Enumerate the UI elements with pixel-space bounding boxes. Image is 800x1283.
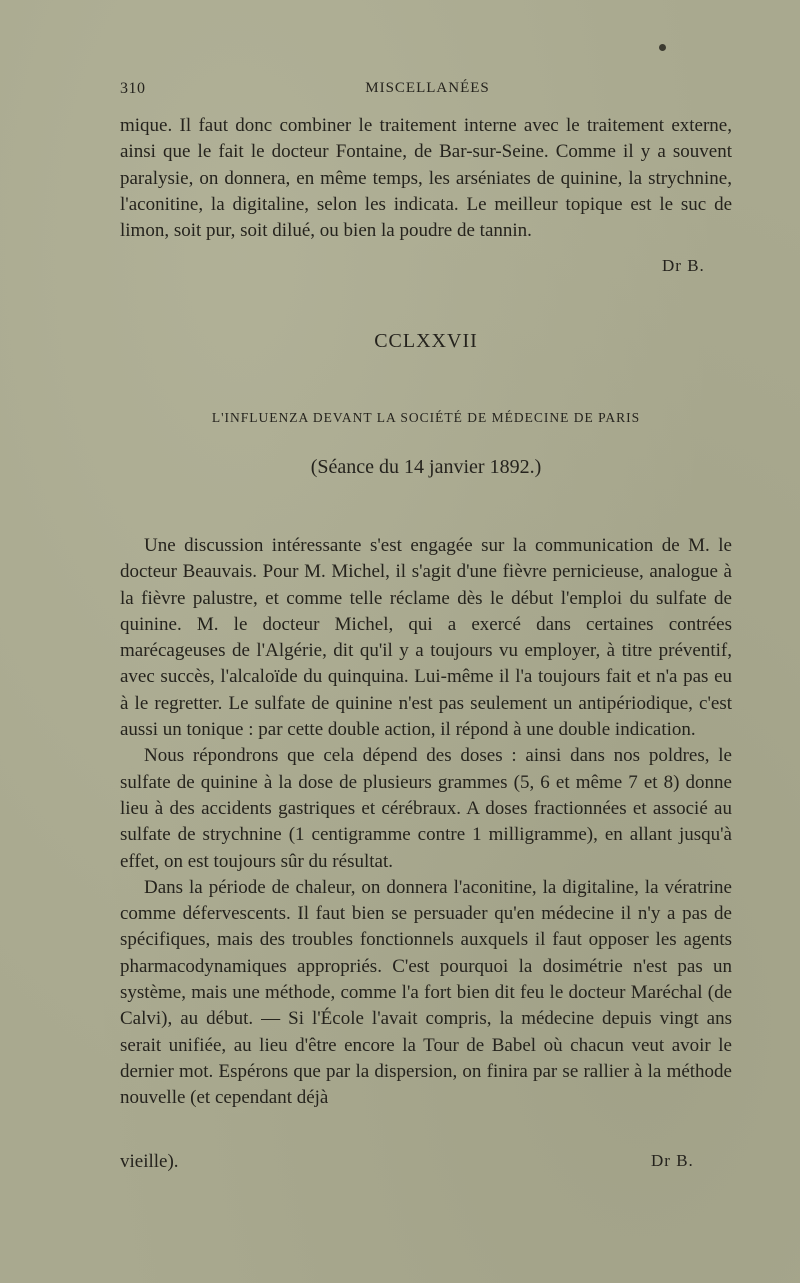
previous-article-text [120,113,732,244]
running-head [120,80,735,102]
article-paragraph-3: Dans la période de chaleur, on donnera l'aconitine, la digitaline, la vératrine comme défervescents. Il faut bien se persuader qu'en médecine il n'y a pas de spécifiques, mais des troubles fonctionnels auxquels il faut opposer les agents pharmacodynamiques appropriés. C'est pourquoi la dosimétrie n'est pas un système, mais une méthode, comme l'a fort bien dit feu le docteur Maréchal (de Calvi), au début. — Si l'École l'avait compris, la médecine depuis vingt ans serait unifiée, au lieu d'être encore la Tour de Babel où chacun veut avoir le dernier mot. Espérons que par la dispersion, on finira par se rallier à la méthode nouvelle (et cependant déjà [120,876,732,1109]
section-title: MISCELLANÉES [365,80,490,96]
article-last-line [120,1149,732,1175]
article-title: L'INFLUENZA DEVANT LA SOCIÉTÉ DE MÉDECINE DE PARIS [211,410,641,425]
session-date: (Séance du 14 janvier 1892.) [310,456,542,478]
page-number: 310 [120,80,146,97]
article-closing-word: vieille). [120,1151,179,1172]
previous-article-signature: Dr B. [662,256,705,275]
article-paragraph-1: Une discussion intéressante s'est engagée sur la communication de M. le docteur Beauvais. Pour M. Michel, il s'agit d'une fièvre pernicieuse, analogue à la fièvre palustre, et comme telle réclame dès le début l'emploi du sulfate de quinine. M. le docteur Michel, qui a exercé dans certaines contrées marécageuses de l'Algérie, dit qu'il y a toujours vu employer, à titre préventif, avec succès, l'alcaloïde du quinquina. Lui-même il l'a toujours fait et n'a pas eu à le regretter. Le sulfate de quinine n'est pas seulement un antipériodique, c'est aussi un tonique : par cette double action, il répond à une double indication. [120,535,732,741]
article-body [120,533,732,1112]
article-number: CCLXXVII [374,330,478,352]
article-signature: Dr B. [651,1151,694,1170]
ink-spot [659,44,666,51]
previous-article-paragraph: mique. Il faut donc combiner le traitement interne avec le traitement externe, ainsi que le fait le docteur Fontaine, de Bar-sur-Seine. Comme il y a souvent paralysie, on donnera, en même temps, les arséniates de quinine, la strychnine, l'aconitine, la digitaline, selon les indicata. Le meilleur topique est le suc de limon, soit pur, soit dilué, ou bien la poudre de tannin. [120,115,732,242]
article-paragraph-2: Nous répondrons que cela dépend des doses : ainsi dans nos poldres, le sulfate de quinine à la dose de plusieurs grammes (5, 6 et même 7 et 8) donne lieu à des accidents gastriques et cérébraux. A doses fractionnées et associé au sulfate de strychnine (1 centigramme contre 1 milligramme), en allant jusqu'à effet, on est toujours sûr du résultat. [120,745,732,872]
